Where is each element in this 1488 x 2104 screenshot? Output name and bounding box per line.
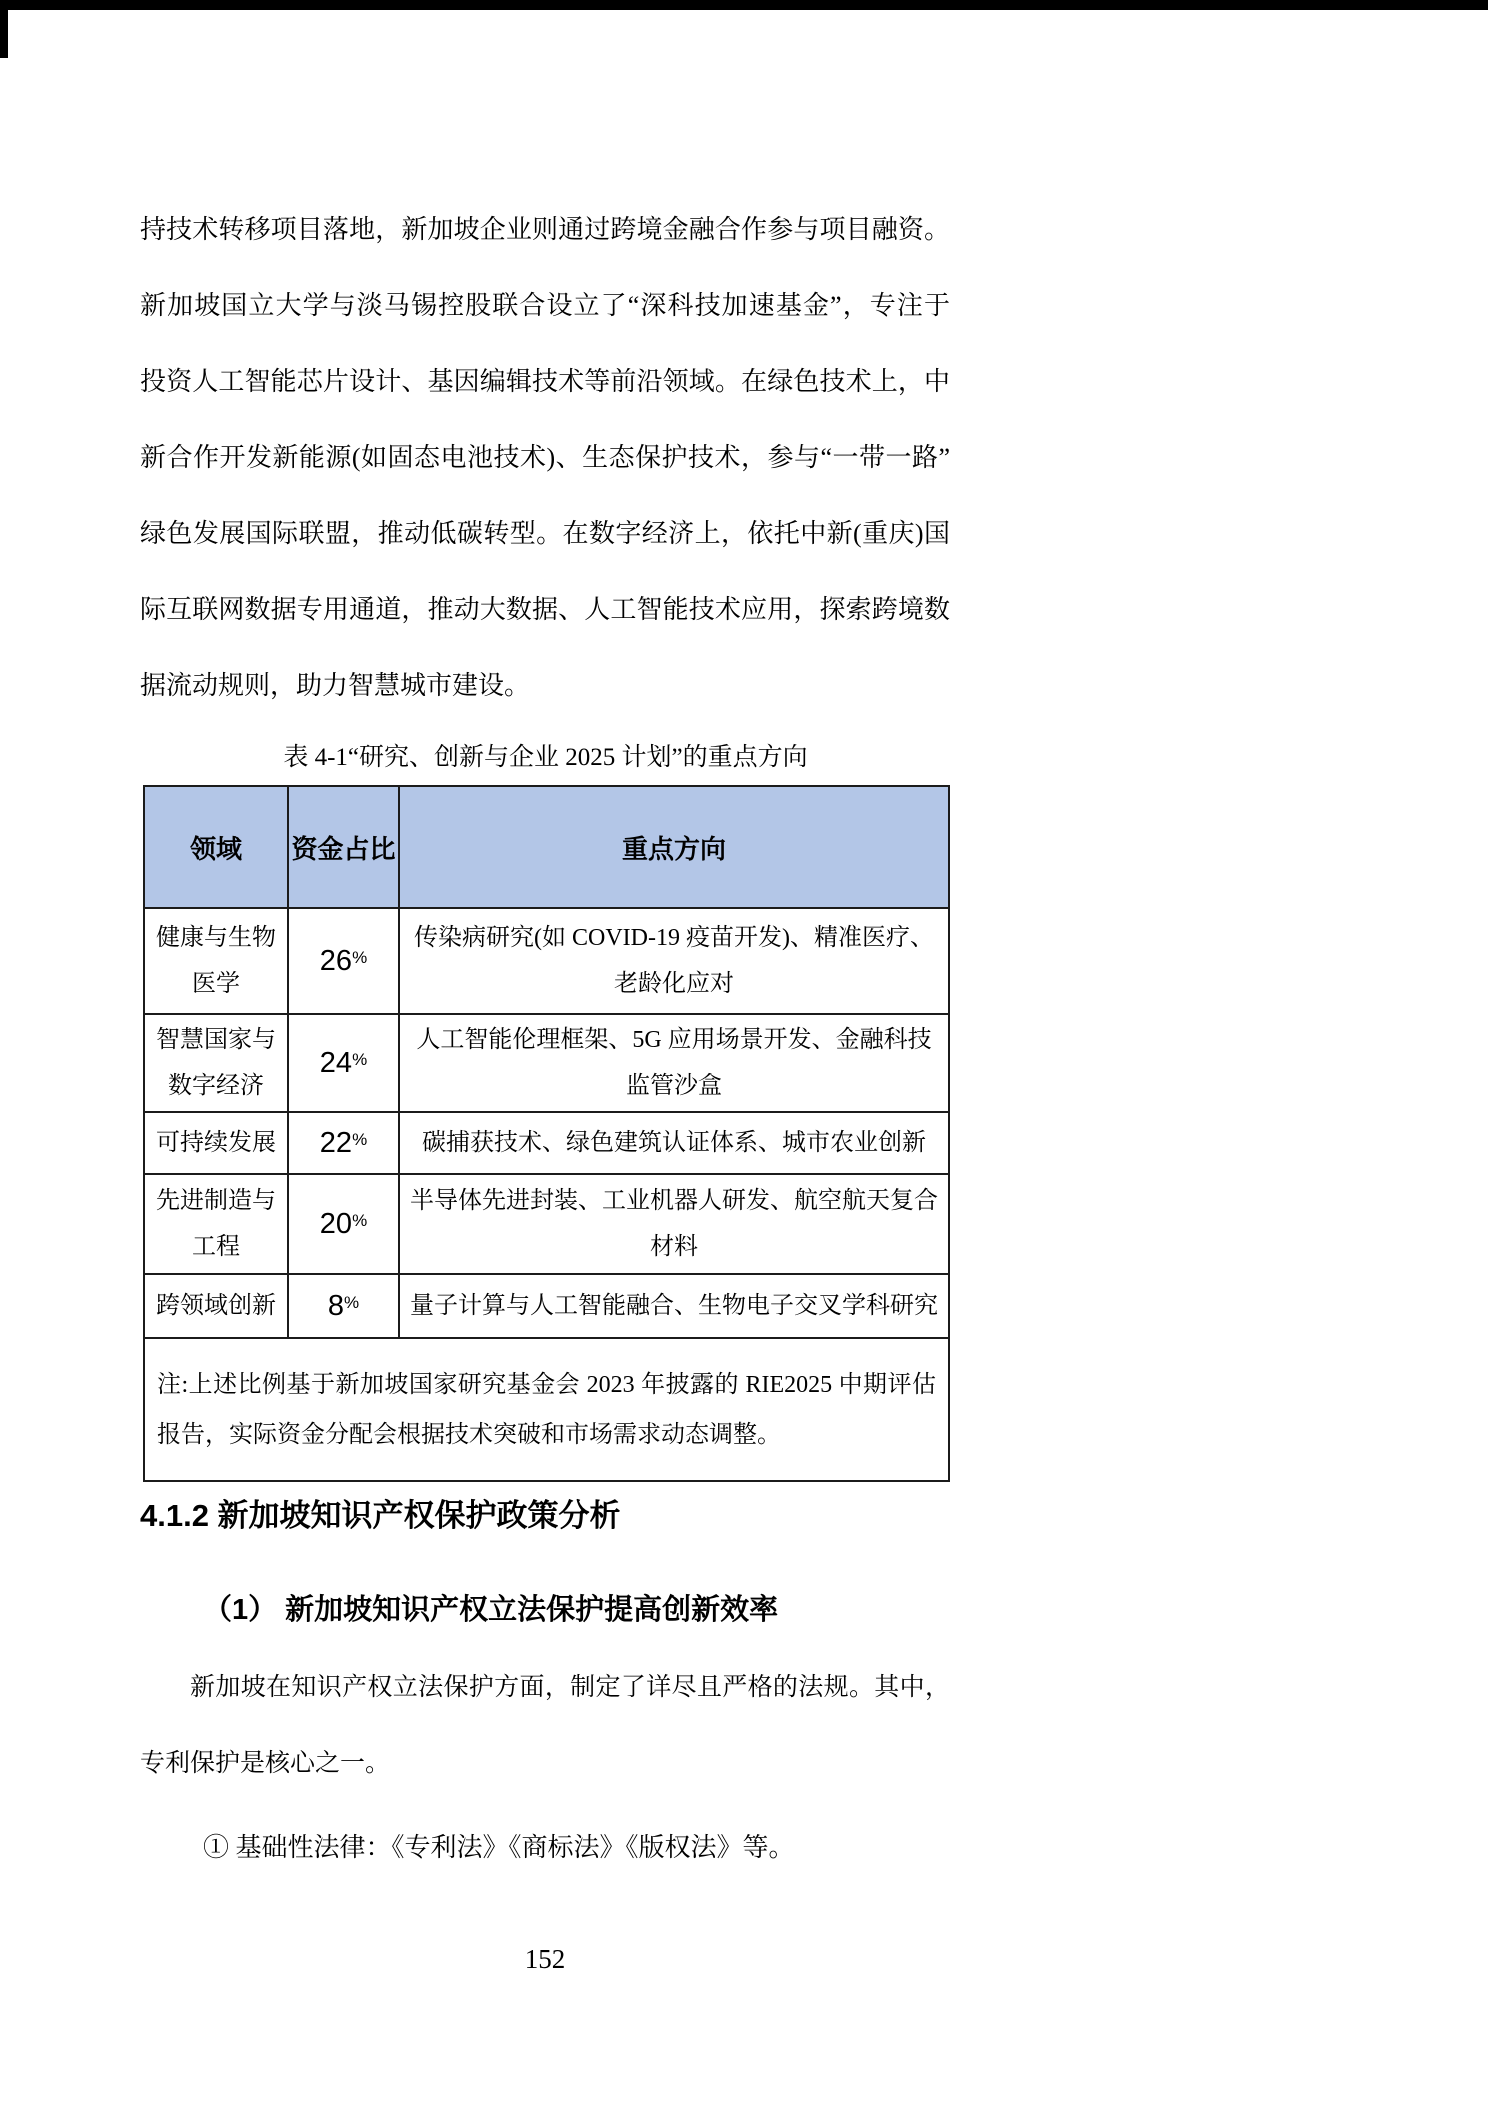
share-cell	[288, 1112, 399, 1174]
intro-line: 持技术转移项目落地，新加坡企业则通过跨境金融合作参与项目融资。	[140, 215, 950, 244]
table-note: 注:上述比例基于新加坡国家研究基金会 2023 年披露的 RIE2025 中期评估报告，实际资金分配会根据技术突破和市场需求动态调整。	[144, 1338, 949, 1481]
share-cell	[288, 1274, 399, 1338]
focus-cell: 碳捕获技术、绿色建筑认证体系、城市农业创新	[399, 1112, 949, 1174]
focus-cell: 量子计算与人工智能融合、生物电子交叉学科研究	[399, 1274, 949, 1338]
table-row	[144, 1274, 949, 1338]
table-row	[144, 1112, 949, 1174]
percent-sign: %	[344, 1292, 360, 1312]
table-row	[144, 1014, 949, 1112]
intro-line: 据流动规则，助力智慧城市建设。	[140, 671, 531, 700]
table-header-focus: 重点方向	[399, 786, 949, 908]
field-cell: 健康与生物医学	[144, 908, 288, 1014]
field-cell: 先进制造与工程	[144, 1174, 288, 1274]
field-cell: 智慧国家与数字经济	[144, 1014, 288, 1112]
table-header-row	[144, 786, 949, 908]
table-header-field: 领域	[144, 786, 288, 908]
page-number: 152	[524, 1944, 566, 1974]
percent-value: 8	[327, 1289, 344, 1322]
intro-paragraph	[140, 192, 950, 724]
percent-value: 26	[319, 944, 353, 977]
share-cell	[288, 1014, 399, 1112]
percent-value: 20	[319, 1207, 353, 1240]
legal-list-item: ① 基础性法律：《专利法》《商标法》《版权法》等。	[203, 1833, 795, 1862]
intro-line: 绿色发展国际联盟，推动低碳转型。在数字经济上，依托中新(重庆)国	[140, 519, 950, 548]
focus-cell: 半导体先进封装、工业机器人研发、航空航天复合材料	[399, 1174, 949, 1274]
percent-sign: %	[352, 1049, 368, 1069]
field-cell: 可持续发展	[144, 1112, 288, 1174]
subsection-heading: （1） 新加坡知识产权立法保护提高创新效率	[203, 1594, 779, 1626]
focus-cell: 人工智能伦理框架、5G 应用场景开发、金融科技监管沙盒	[399, 1014, 949, 1112]
intro-line: 际互联网数据专用通道，推动大数据、人工智能技术应用，探索跨境数	[140, 595, 950, 624]
intro-line: 投资人工智能芯片设计、基因编辑技术等前沿领域。在绿色技术上，中	[140, 367, 950, 396]
section-heading: 4.1.2 新加坡知识产权保护政策分析	[140, 1498, 621, 1533]
percent-sign: %	[352, 1210, 368, 1230]
table-row	[144, 1174, 949, 1274]
table-note-row	[144, 1338, 949, 1481]
intro-line: 新合作开发新能源(如固态电池技术)、生态保护技术，参与“一带一路”	[140, 443, 950, 472]
percent-sign: %	[352, 1129, 368, 1149]
field-cell: 跨领域创新	[144, 1274, 288, 1338]
percent-value: 24	[319, 1046, 353, 1079]
table-header-share: 资金占比	[288, 786, 399, 908]
focus-cell: 传染病研究(如 COVID-19 疫苗开发)、精准医疗、老龄化应对	[399, 908, 949, 1014]
table-row	[144, 908, 949, 1014]
share-cell	[288, 908, 399, 1014]
table-caption: 表 4-1“研究、创新与企业 2025 计划”的重点方向	[283, 744, 808, 771]
intro-line: 新加坡国立大学与淡马锡控股联合设立了“深科技加速基金”，专注于	[140, 291, 950, 320]
funding-table	[143, 785, 950, 1482]
page-edge-top	[0, 0, 1488, 10]
body-paragraph: 新加坡在知识产权立法保护方面，制定了详尽且严格的法规。其中，专利保护是核心之一。	[140, 1674, 950, 1777]
share-cell	[288, 1174, 399, 1274]
page-edge-left	[0, 0, 8, 58]
percent-sign: %	[352, 947, 368, 967]
percent-value: 22	[319, 1126, 353, 1159]
